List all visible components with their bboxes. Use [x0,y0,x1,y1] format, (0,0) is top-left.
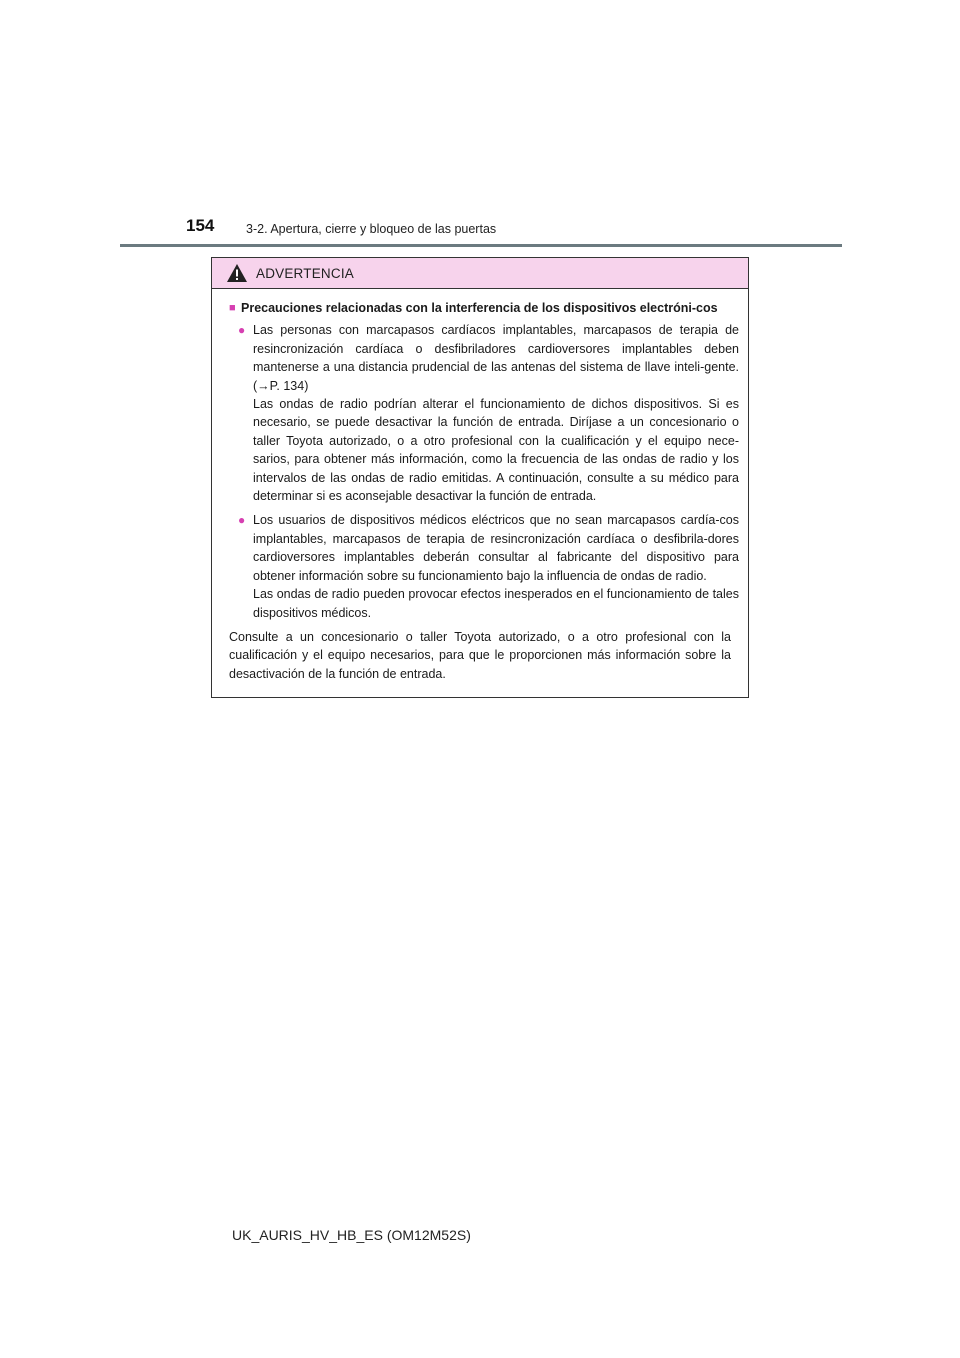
square-bullet-icon: ■ [229,302,236,314]
header-rule [120,244,842,247]
paragraph: Las ondas de radio pueden provocar efectos inesperados en el funcionamiento de tales dispositivos médicos. [253,587,739,620]
page-number: 154 [186,216,215,235]
warning-box [211,257,749,698]
warning-heading [229,299,739,317]
paragraph: Las personas con marcapasos cardíacos implantables, marcapasos de terapia de resincronización cardíaca o desfibriladores cardioversores implantables deben mantenerse a una distancia prudencial de las antenas del sistema de llave inteli-gente. (→P. 134) [253,323,739,393]
list-item [238,511,739,621]
bullet-dot-icon: ● [238,323,246,338]
warning-title: ADVERTENCIA [256,265,354,281]
warning-triangle-icon [226,263,248,283]
section-title: 3-2. Apertura, cierre y bloqueo de las puertas [246,222,497,236]
document-code: UK_AURIS_HV_HB_ES (OM12M52S) [232,1227,471,1243]
bullet-dot-icon: ● [238,513,246,528]
closing-text: Consulte a un concesionario o taller Toyota autorizado, o a otro profesional con la cualificación y el equipo necesarios, para que le proporcionen más información sobre la desactivación de la función de entrada. [229,629,731,681]
paragraph: Las ondas de radio podrían alterar el funcionamiento de dichos dispositivos. Si es necesario, se puede desactivar la función de entrada. Diríjase a un concesionario o taller Toyota autorizado, o a otro profesional con la cualificación y el equipo nece-sarios, para obtener más información, como la frecuencia de las ondas de radio y los intervalos de las ondas de radio emitidas. A continuación, consulte a su médico para determinar si es aconsejable desactivar la función de entrada. [253,397,739,504]
warning-body [212,289,748,697]
warning-heading-text: Precauciones relacionadas con la interferencia de los dispositivos electróni-cos [241,301,718,315]
list-item [238,321,739,505]
paragraph: Los usuarios de dispositivos médicos eléctricos que no sean marcapasos cardía-cos implantables, marcapasos de terapia de resincronización cardíaca o desfibrila-dores cardioversores implantables deberán consultar al fabricante del dispositivo para obtener información sobre su funcionamiento bajo la influencia de ondas de radio. [253,513,739,583]
warning-header [212,258,748,289]
closing-note [229,628,731,683]
